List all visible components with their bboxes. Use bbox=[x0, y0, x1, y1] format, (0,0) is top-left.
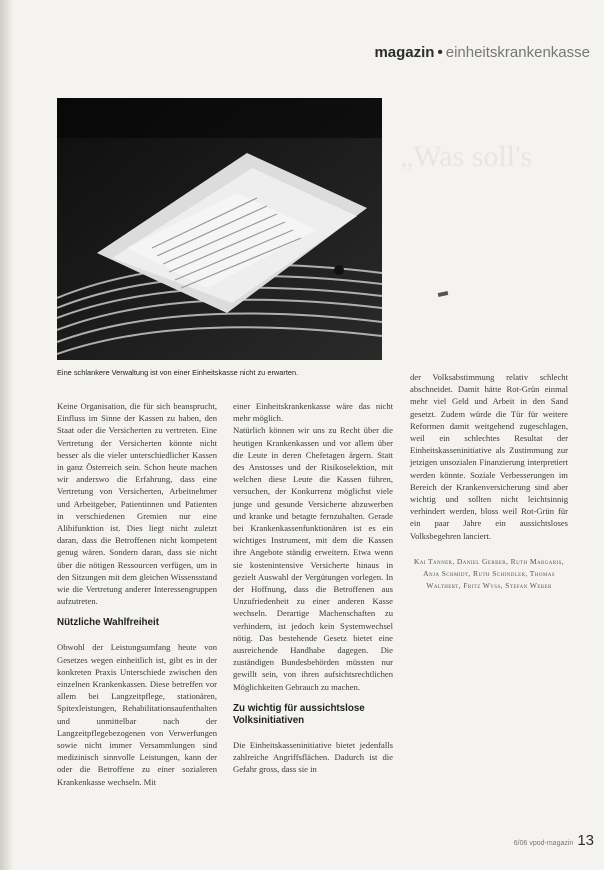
article-column-1 bbox=[57, 400, 217, 788]
page-header bbox=[330, 44, 590, 61]
page-footer bbox=[470, 832, 594, 850]
issue-label: 6/06 vpod-magazin bbox=[513, 840, 574, 847]
ghost-title-bleedthrough: „Was soll's bbox=[400, 140, 533, 173]
paragraph: Natürlich können wir uns zu Recht über die heutigen Krankenkassen und vor allem über die Leute in deren Chefetagen ärgern. Statt des Anstosses und der Risikoselektion, mit welchen diese Leute die Kassen führen, versuchen, der Konkurrenz möglichst viele junge und gesunde Versicherte abzuwerben und kranke und betagte fernzuhalten. Gerade bei Krankenkassenfunktionären ist es ein wichtiges Instrument, mit dem die Kassen ihre Angebote ständig erweitern. Etwa wenn sie kostenintensive Versicherte hinaus in gezielt Auswahl der Vergütungen vorlegen. In der Hoffnung, dass die Betroffenen aus Unzufriedenheit zu einer anderen Kasse wechseln. Derartige Machenschaften zu verhindern, ist jedoch kein Systemwechsel nötig. Das bestehende Gesetz bietet eine ausreichende Handhabe dagegen. Die zuständigen Bundesbehörden müssten nur gewillt sein, von ihren aufsichtsrechtlichen Möglichkeiten Gebrauch zu machen. bbox=[233, 425, 393, 692]
subheading-volksinitiativen: Zu wichtig für aussichtslose Volksinitiativen bbox=[233, 702, 365, 726]
stacked-documents-image bbox=[57, 98, 382, 360]
paragraph: einer Einheitskrankenkasse wäre das nicht mehr möglich. bbox=[233, 401, 393, 424]
article-column-3 bbox=[410, 371, 568, 592]
author-list: Kai Tanner, Daniel Gerber, Ruth Margaris, Anja Schmidt, Ruth Schindler, Thomas Walthert, Fritz Wyss, Stefan Weber bbox=[413, 556, 565, 590]
scan-shadow-edge bbox=[0, 0, 14, 870]
article-column-2 bbox=[233, 400, 393, 775]
article-photo bbox=[57, 98, 382, 360]
photo-caption: Eine schlankere Verwaltung ist von einer Einheitskasse nicht zu erwarten. bbox=[57, 368, 299, 377]
paragraph: Obwohl der Leistungsumfang heute von Gesetzes wegen einheitlich ist, gibt es in der konkreten Praxis Unterschiede zwischen den einzelnen Krankenkassen. Diese betreffen vor allem bei Langzeitpflege, stationären, Spitexleistungen, Rehabilitationsaufenthalten und unmittelbar nach der Langzeitpflegebezogenen von Verwerfungen sowie nicht immer Versammlungen sind medizinisch sinnvolle Leistungen, kann der oder die Betroffene zu einer sozialeren Krankenkasse wechseln. Mit bbox=[57, 642, 217, 787]
header-separator: • bbox=[437, 44, 443, 61]
paragraph: Keine Organisation, die für sich beansprucht, Einfluss im Sinne der Kassen zu haben, den Staat oder die Versicherten zu vertreten. Eine Vertretung der Versicherten könnte nicht besser als die vieler unterschiedlicher Kassen in ganz Österreich sein. Schon heute machen wir anderswo die Erfahrung, dass eine Vertretung von Versicherten, Arbeitnehmer und Arbeitgeber, Patientinnen und Patienten in verschiedenen Gremien nur eine Alibifunktion ist. Dies liegt nicht zuletzt daran, dass die Betroffenen nicht kompetent genug wären. Sondern daran, dass sie nicht über die nötigen Ressourcen verfügen, um in den Sitzungen mit dem gleichen Wissensstand wie die Vertretung anderer Interessengruppen aufzutreten. bbox=[57, 401, 217, 607]
page-number: 13 bbox=[577, 832, 594, 849]
ink-smudge bbox=[438, 291, 449, 297]
paragraph: der Volksabstimmung relativ schlecht abschneidet. Damit hätte Rot-Grün einmal mehr viel Geld und Arbeit in den Sand gesetzt. Zudem würde die Tür für weitere Reformen damit weitgehend zugeschlagen, weil ein schlechtes Resultat der Einheitskasseninitiative als Zustimmung zur jetzigen unsozialen Finanzierung interpretiert werden könnte. Soziale Verbesserungen im Bereich der Krankenversicherung sind aber wichtig und sollten nicht leichtsinnig verhindert werden, bloss weil Rot-Grün für ein paar Jahre ein aussichtsloses Volksbegehren lanciert. bbox=[410, 372, 568, 541]
topic-label: einheitskrankenkasse bbox=[445, 44, 590, 61]
section-label: magazin bbox=[374, 44, 435, 61]
paragraph: Die Einheitskasseninitiative bietet jedenfalls zahlreiche Angriffsflächen. Dadurch ist die Gefahr gross, dass sie in bbox=[233, 739, 393, 775]
subheading-wahlfreiheit: Nützliche Wahlfreiheit bbox=[57, 617, 159, 629]
